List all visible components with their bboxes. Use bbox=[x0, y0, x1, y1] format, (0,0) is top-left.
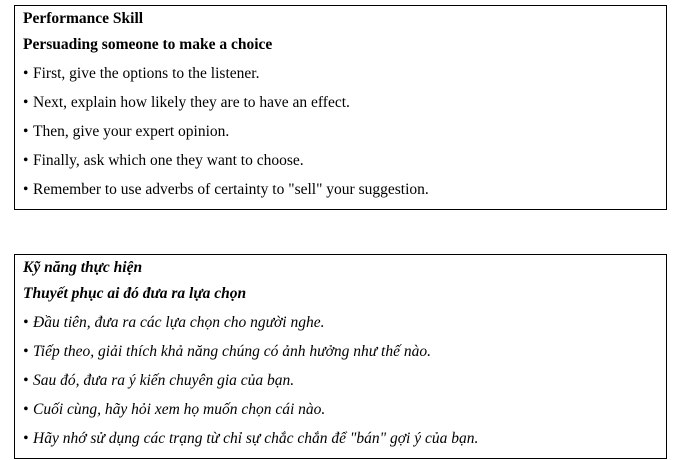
bullet-icon: • bbox=[23, 181, 29, 198]
bullet-icon: • bbox=[23, 401, 29, 418]
vietnamese-subtitle: Thuyết phục ai đó đưa ra lựa chọn bbox=[23, 285, 247, 302]
bullet-icon: • bbox=[23, 94, 29, 111]
bullet-icon: • bbox=[23, 430, 29, 447]
vietnamese-item-5: • Hãy nhớ sử dụng các trạng từ chỉ sự chắc chắn để "bán" gợi ý của bạn. bbox=[23, 428, 666, 457]
english-skill-box bbox=[14, 5, 667, 210]
english-title: Performance Skill bbox=[23, 10, 144, 27]
english-item-1: • First, give the options to the listener. bbox=[23, 63, 666, 92]
vietnamese-item-1: • Đầu tiên, đưa ra các lựa chọn cho người nghe. bbox=[23, 312, 666, 341]
bullet-icon: • bbox=[23, 123, 29, 140]
english-item-4: • Finally, ask which one they want to choose. bbox=[23, 150, 666, 179]
english-item-2: • Next, explain how likely they are to have an effect. bbox=[23, 92, 666, 121]
vietnamese-skill-box bbox=[14, 254, 667, 459]
bullet-icon: • bbox=[23, 152, 29, 169]
bullet-icon: • bbox=[23, 343, 29, 360]
vietnamese-item-3: • Sau đó, đưa ra ý kiến chuyên gia của bạn. bbox=[23, 370, 666, 399]
english-subtitle: Persuading someone to make a choice bbox=[23, 36, 273, 53]
vietnamese-title: Kỹ năng thực hiện bbox=[23, 259, 143, 276]
vietnamese-item-4: • Cuối cùng, hãy hỏi xem họ muốn chọn cái nào. bbox=[23, 399, 666, 428]
english-item-5: • Remember to use adverbs of certainty to "sell" your suggestion. bbox=[23, 179, 666, 208]
vietnamese-item-2: • Tiếp theo, giải thích khả năng chúng có ảnh hưởng như thế nào. bbox=[23, 341, 666, 370]
bullet-icon: • bbox=[23, 314, 29, 331]
english-item-3: • Then, give your expert opinion. bbox=[23, 121, 666, 150]
bullet-icon: • bbox=[23, 65, 29, 82]
bullet-icon: • bbox=[23, 372, 29, 389]
